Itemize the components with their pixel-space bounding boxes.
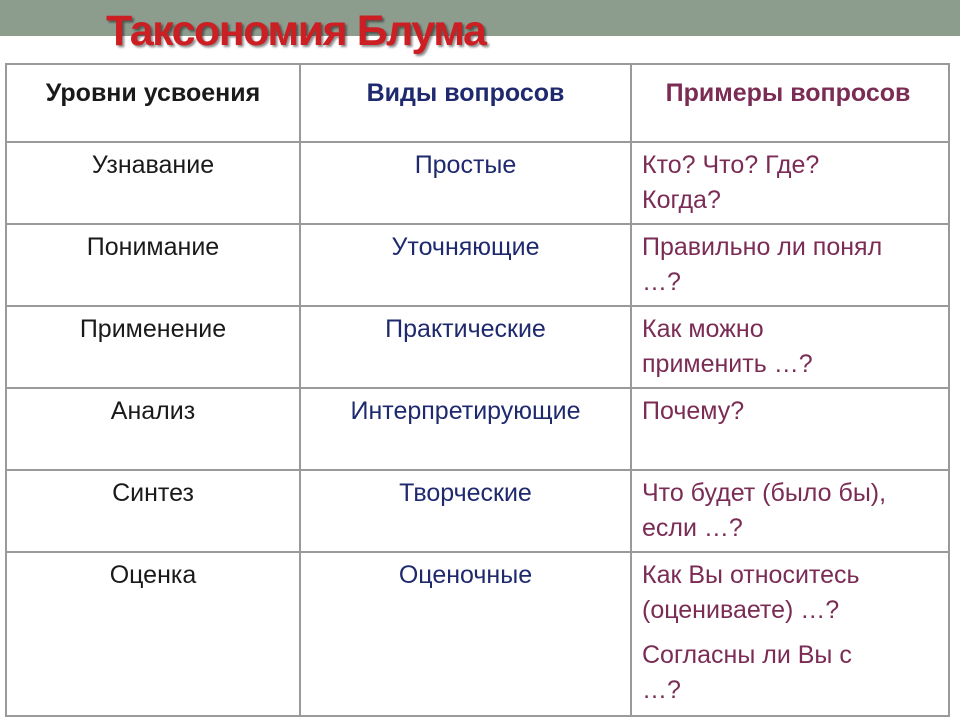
question-type-cell: Простые (300, 142, 631, 224)
table-row (6, 306, 949, 388)
example-line: Почему? (642, 397, 745, 425)
level-cell: Применение (6, 306, 300, 388)
example-cell (631, 142, 949, 224)
example-line: Как можно (642, 315, 764, 343)
question-type-cell: Творческие (300, 470, 631, 552)
example-line: применить …? (642, 350, 813, 378)
header-levels: Уровни усвоения (6, 64, 300, 142)
question-type-cell: Интерпретирующие (300, 388, 631, 470)
level-cell: Синтез (6, 470, 300, 552)
example-line: Согласны ли Вы с (642, 641, 852, 669)
table-header-row (6, 64, 949, 142)
example-cell (631, 224, 949, 306)
level-cell: Узнавание (6, 142, 300, 224)
example-line: …? (642, 268, 681, 296)
question-type-cell: Уточняющие (300, 224, 631, 306)
example-line: (оцениваете) …? (642, 596, 840, 624)
table-row (6, 224, 949, 306)
question-type-cell: Оценочные (300, 552, 631, 716)
example-cell (631, 306, 949, 388)
level-cell: Оценка (6, 552, 300, 716)
example-line: Правильно ли понял (642, 233, 883, 261)
table-row (6, 388, 949, 470)
level-cell: Понимание (6, 224, 300, 306)
example-cell (631, 552, 949, 716)
example-line: если …? (642, 514, 743, 542)
example-line: Кто? Что? Где? (642, 151, 820, 179)
example-cell (631, 388, 949, 470)
example-cell (631, 470, 949, 552)
slide-title: Таксономия Блума (106, 7, 486, 55)
question-type-cell: Практические (300, 306, 631, 388)
example-line: Когда? (642, 186, 721, 214)
level-cell: Анализ (6, 388, 300, 470)
table-row (6, 142, 949, 224)
example-spacer (642, 628, 944, 638)
table-row (6, 552, 949, 716)
example-line: Что будет (было бы), (642, 479, 887, 507)
bloom-taxonomy-table (5, 63, 950, 717)
header-question-types: Виды вопросов (300, 64, 631, 142)
table-row (6, 470, 949, 552)
header-question-examples: Примеры вопросов (631, 64, 949, 142)
example-line: Как Вы относитесь (642, 561, 860, 589)
example-line: …? (642, 676, 681, 704)
